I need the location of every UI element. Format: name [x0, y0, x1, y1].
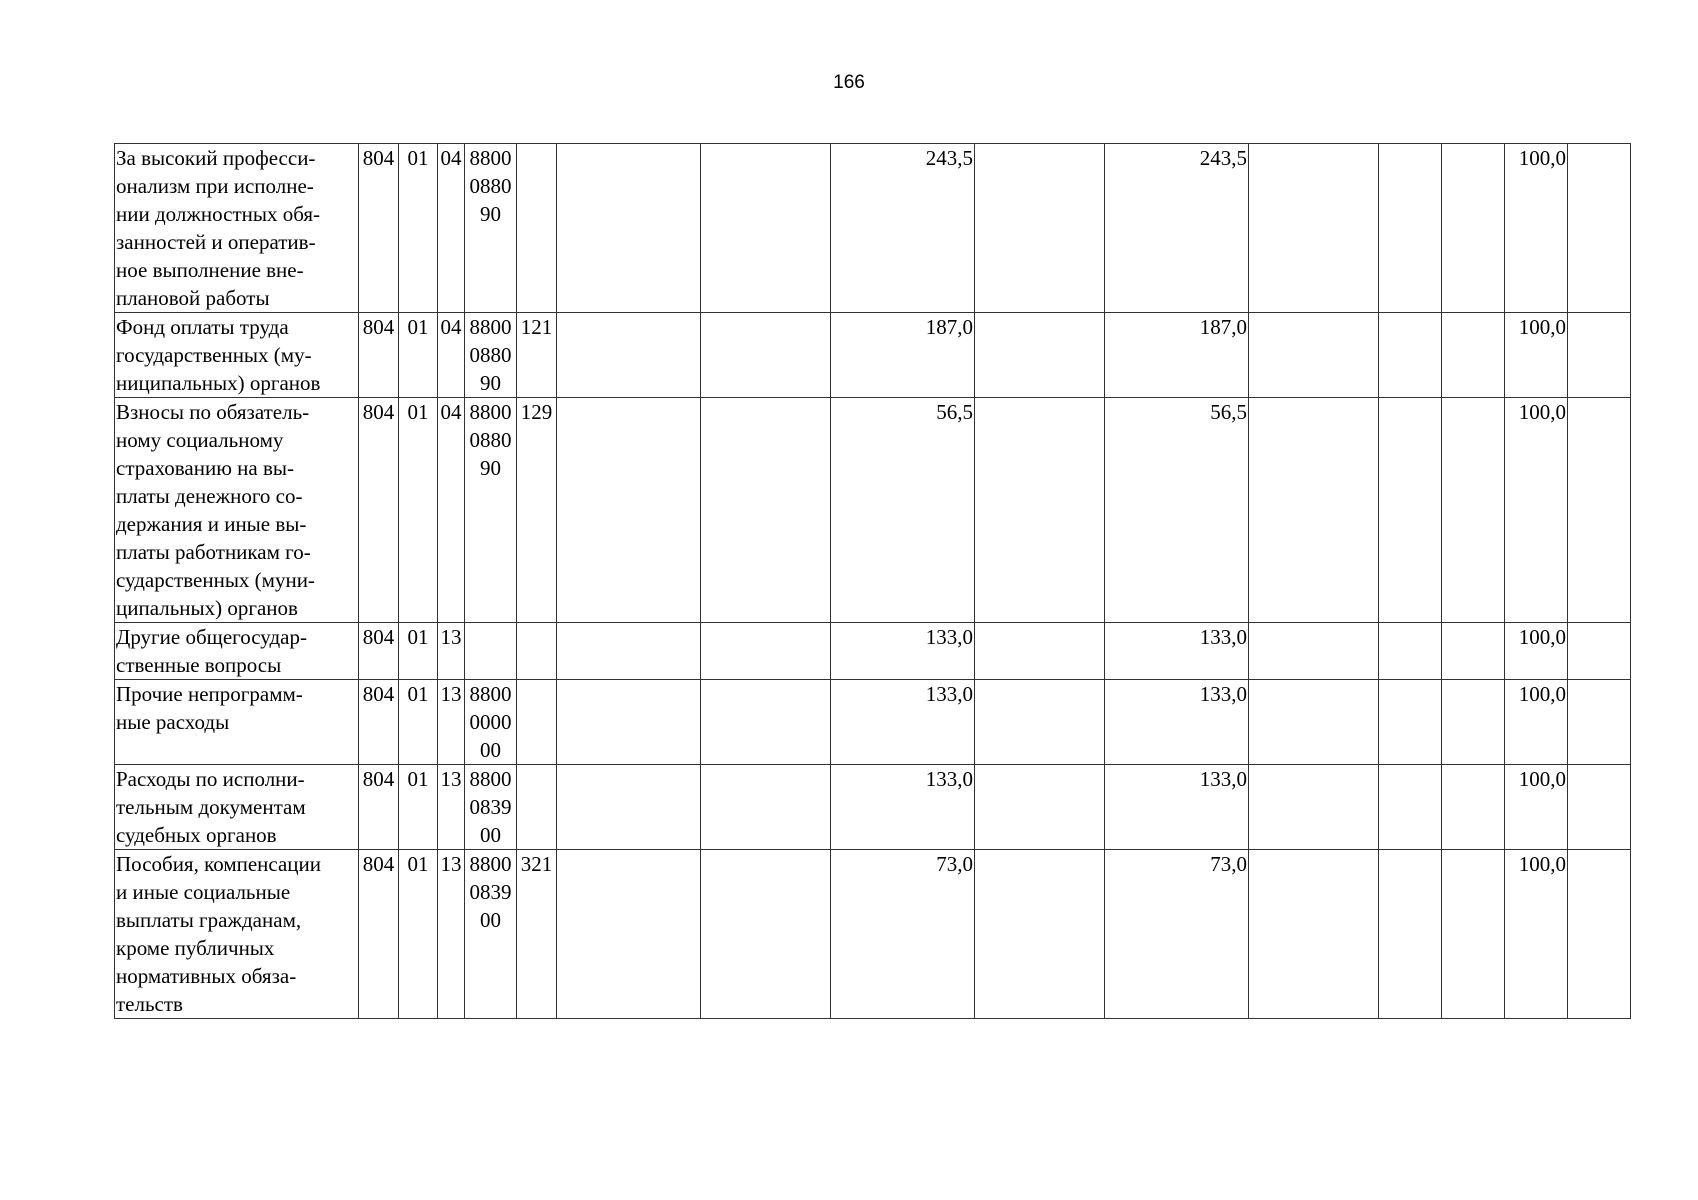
planned-amount: 187,0	[831, 313, 975, 398]
execution-percent: 100,0	[1505, 313, 1568, 398]
empty-cell	[1379, 398, 1442, 623]
planned-amount: 133,0	[831, 765, 975, 850]
empty-cell	[701, 623, 831, 680]
empty-cell	[557, 850, 701, 1019]
actual-amount: 187,0	[1105, 313, 1249, 398]
empty-cell	[557, 765, 701, 850]
table-row	[115, 144, 1631, 313]
empty-cell	[975, 313, 1105, 398]
empty-cell	[1442, 850, 1505, 1019]
empty-cell	[1379, 623, 1442, 680]
empty-cell	[1379, 144, 1442, 313]
subsection-code: 13	[438, 850, 465, 1019]
planned-amount: 133,0	[831, 623, 975, 680]
ministry-code: 804	[359, 680, 399, 765]
expense-name: Пособия, компенсации и иные социальные выплаты гражданам, кроме публичных нормативных обяза- тельств	[115, 850, 359, 1019]
expense-name: Другие общегосудар- ственные вопросы	[115, 623, 359, 680]
empty-cell	[701, 680, 831, 765]
subsection-code: 04	[438, 313, 465, 398]
empty-cell	[1249, 144, 1379, 313]
actual-amount: 73,0	[1105, 850, 1249, 1019]
table-row	[115, 680, 1631, 765]
subsection-code: 13	[438, 765, 465, 850]
expense-type-code	[517, 765, 557, 850]
target-article-code: 8800 0880 90	[465, 144, 517, 313]
empty-cell	[1249, 623, 1379, 680]
empty-cell	[557, 623, 701, 680]
section-code: 01	[399, 313, 438, 398]
planned-amount: 56,5	[831, 398, 975, 623]
subsection-code: 04	[438, 144, 465, 313]
target-article-code: 8800 0839 00	[465, 850, 517, 1019]
subsection-code: 13	[438, 623, 465, 680]
empty-cell	[1568, 765, 1631, 850]
execution-percent: 100,0	[1505, 765, 1568, 850]
actual-amount: 56,5	[1105, 398, 1249, 623]
actual-amount: 133,0	[1105, 765, 1249, 850]
actual-amount: 133,0	[1105, 623, 1249, 680]
target-article-code: 8800 0880 90	[465, 398, 517, 623]
expense-name: За высокий професси- онализм при исполне- нии должностных обя- занностей и оператив- ное выполнение вне- плановой работы	[115, 144, 359, 313]
actual-amount: 133,0	[1105, 680, 1249, 765]
table-row	[115, 850, 1631, 1019]
execution-percent: 100,0	[1505, 680, 1568, 765]
section-code: 01	[399, 680, 438, 765]
table-row	[115, 765, 1631, 850]
empty-cell	[1442, 313, 1505, 398]
empty-cell	[1249, 680, 1379, 765]
empty-cell	[701, 765, 831, 850]
empty-cell	[1568, 144, 1631, 313]
empty-cell	[1249, 765, 1379, 850]
ministry-code: 804	[359, 850, 399, 1019]
empty-cell	[975, 680, 1105, 765]
empty-cell	[975, 398, 1105, 623]
execution-percent: 100,0	[1505, 623, 1568, 680]
empty-cell	[1379, 313, 1442, 398]
empty-cell	[557, 313, 701, 398]
budget-table	[114, 143, 1631, 1019]
expense-name: Взносы по обязатель- ному социальному страхованию на вы- платы денежного со- держания и иные вы- платы работникам го- сударственных (муни- ципальных) органов	[115, 398, 359, 623]
ministry-code: 804	[359, 623, 399, 680]
empty-cell	[557, 680, 701, 765]
section-code: 01	[399, 398, 438, 623]
empty-cell	[1442, 144, 1505, 313]
execution-percent: 100,0	[1505, 144, 1568, 313]
target-article-code: 8800 0000 00	[465, 680, 517, 765]
page-number: 166	[833, 72, 865, 93]
expense-type-code	[517, 623, 557, 680]
empty-cell	[975, 765, 1105, 850]
empty-cell	[975, 850, 1105, 1019]
expense-name: Расходы по исполни- тельным документам судебных органов	[115, 765, 359, 850]
target-article-code: 8800 0839 00	[465, 765, 517, 850]
empty-cell	[701, 850, 831, 1019]
empty-cell	[1249, 850, 1379, 1019]
empty-cell	[1442, 623, 1505, 680]
table-row	[115, 398, 1631, 623]
target-article-code	[465, 623, 517, 680]
expense-name: Прочие непрограмм- ные расходы	[115, 680, 359, 765]
ministry-code: 804	[359, 398, 399, 623]
execution-percent: 100,0	[1505, 398, 1568, 623]
expense-type-code	[517, 680, 557, 765]
empty-cell	[701, 313, 831, 398]
empty-cell	[1568, 398, 1631, 623]
empty-cell	[701, 144, 831, 313]
section-code: 01	[399, 765, 438, 850]
section-code: 01	[399, 850, 438, 1019]
empty-cell	[975, 623, 1105, 680]
table-row	[115, 313, 1631, 398]
empty-cell	[701, 398, 831, 623]
empty-cell	[1442, 765, 1505, 850]
ministry-code: 804	[359, 144, 399, 313]
empty-cell	[1379, 680, 1442, 765]
execution-percent: 100,0	[1505, 850, 1568, 1019]
empty-cell	[1568, 680, 1631, 765]
planned-amount: 243,5	[831, 144, 975, 313]
planned-amount: 73,0	[831, 850, 975, 1019]
expense-name: Фонд оплаты труда государственных (му- ниципальных) органов	[115, 313, 359, 398]
section-code: 01	[399, 623, 438, 680]
section-code: 01	[399, 144, 438, 313]
table-body	[115, 144, 1631, 1019]
expense-type-code	[517, 144, 557, 313]
target-article-code: 8800 0880 90	[465, 313, 517, 398]
expense-type-code: 121	[517, 313, 557, 398]
empty-cell	[1379, 765, 1442, 850]
actual-amount: 243,5	[1105, 144, 1249, 313]
empty-cell	[1442, 398, 1505, 623]
ministry-code: 804	[359, 765, 399, 850]
empty-cell	[557, 144, 701, 313]
empty-cell	[975, 144, 1105, 313]
subsection-code: 13	[438, 680, 465, 765]
empty-cell	[1568, 313, 1631, 398]
subsection-code: 04	[438, 398, 465, 623]
planned-amount: 133,0	[831, 680, 975, 765]
expense-type-code: 129	[517, 398, 557, 623]
empty-cell	[1249, 313, 1379, 398]
empty-cell	[1568, 850, 1631, 1019]
table-row	[115, 623, 1631, 680]
empty-cell	[557, 398, 701, 623]
expense-type-code: 321	[517, 850, 557, 1019]
empty-cell	[1568, 623, 1631, 680]
ministry-code: 804	[359, 313, 399, 398]
empty-cell	[1442, 680, 1505, 765]
empty-cell	[1379, 850, 1442, 1019]
empty-cell	[1249, 398, 1379, 623]
